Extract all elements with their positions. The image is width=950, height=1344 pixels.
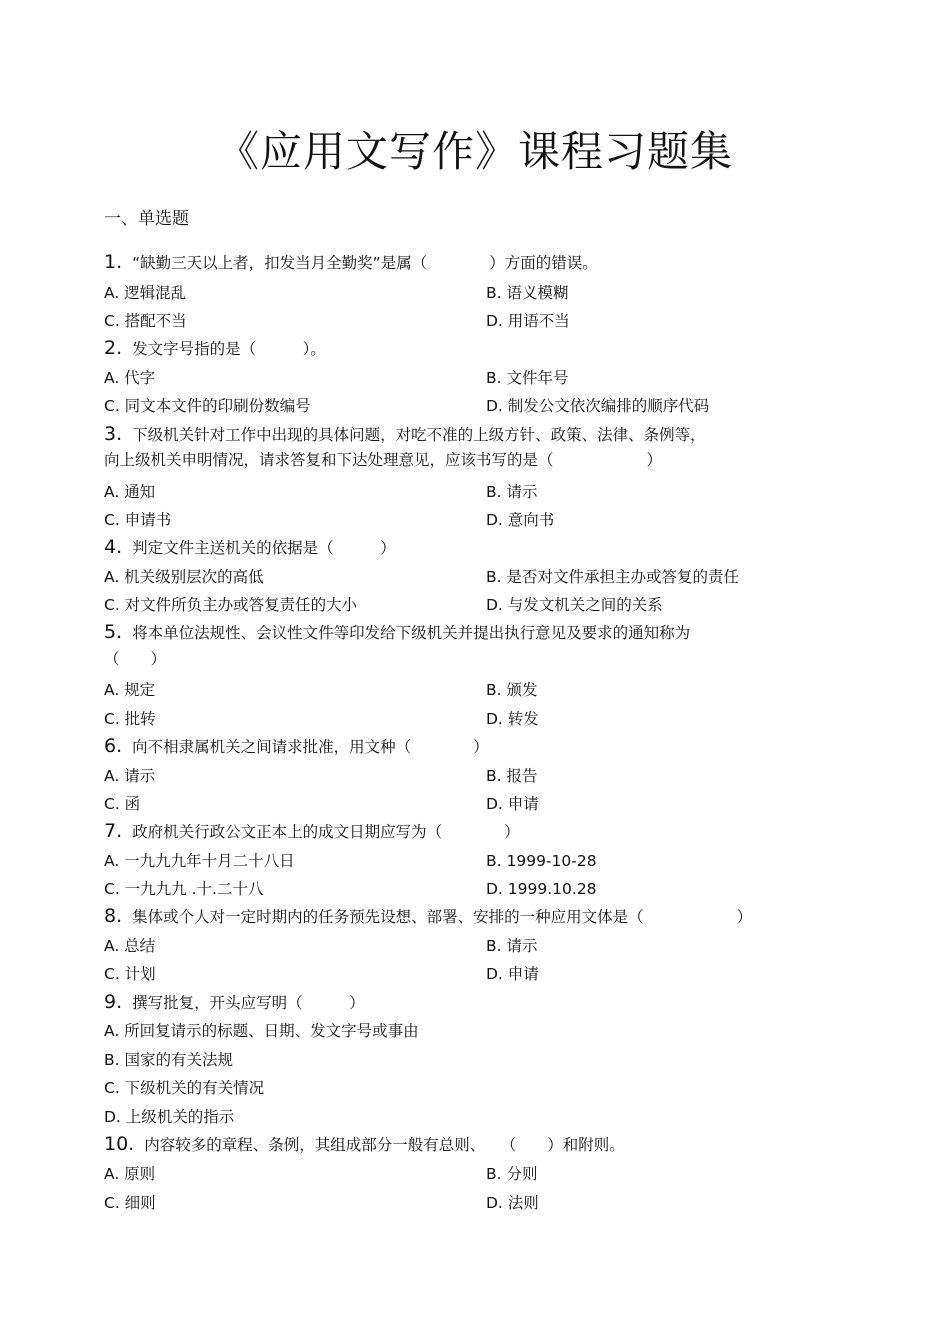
option-d: D. 意向书 xyxy=(486,511,555,529)
option-d: D. 制发公文依次编排的顺序代码 xyxy=(486,397,710,415)
option-c: C. 细则 xyxy=(104,1194,156,1212)
option-b: B. 颁发 xyxy=(486,681,538,699)
question-1 xyxy=(104,251,598,274)
option-d: D. 用语不当 xyxy=(486,312,570,330)
option-c: C. 函 xyxy=(104,795,141,813)
section-heading: 一、单选题 xyxy=(104,209,189,229)
option-c: C. 批转 xyxy=(104,710,156,728)
question-5 xyxy=(104,621,690,644)
option-d: D. 上级机关的指示 xyxy=(104,1108,235,1126)
option-d: D. 申请 xyxy=(486,795,539,813)
option-b: B. 语义模糊 xyxy=(486,284,569,302)
option-d: D. 申请 xyxy=(486,965,539,983)
question-number: 5. xyxy=(104,621,123,643)
option-d: D. 与发文机关之间的关系 xyxy=(486,596,663,614)
option-a: A. 机关级别层次的高低 xyxy=(104,568,264,586)
question-number: 1. xyxy=(104,251,123,273)
question-text: 发文字号指的是（ ）。 xyxy=(132,340,326,358)
question-text: 撰写批复，开头应写明（ ） xyxy=(132,994,365,1012)
option-a: A. 所回复请示的标题、日期、发文字号或事由 xyxy=(104,1022,419,1040)
question-4 xyxy=(104,536,396,559)
question-7 xyxy=(104,820,520,843)
option-b: B. 国家的有关法规 xyxy=(104,1051,233,1069)
option-b: B. 分则 xyxy=(486,1165,538,1183)
option-d: D. 法则 xyxy=(486,1194,539,1212)
question-3 xyxy=(104,423,706,446)
document-title: 《应用文写作》课程习题集 xyxy=(216,127,733,176)
question-number: 7. xyxy=(104,820,123,842)
question-6 xyxy=(104,735,489,758)
question-10 xyxy=(104,1133,625,1156)
option-b: B. 文件年号 xyxy=(486,369,569,387)
option-a: A. 代字 xyxy=(104,369,156,387)
option-c: C. 搭配不当 xyxy=(104,312,187,330)
question-text: 判定文件主送机关的依据是（ ） xyxy=(132,539,396,557)
option-b: B. 请示 xyxy=(486,937,538,955)
option-b: B. 报告 xyxy=(486,767,538,785)
option-a: A. 一九九九年十月二十八日 xyxy=(104,852,295,870)
question-number: 2. xyxy=(104,337,123,359)
question-5-continued: （ ） xyxy=(104,650,167,668)
question-9 xyxy=(104,991,365,1014)
option-a: A. 逻辑混乱 xyxy=(104,284,187,302)
option-c: C. 一九九九 .十.二十八 xyxy=(104,880,264,898)
option-b: B. 请示 xyxy=(486,483,538,501)
question-number: 4. xyxy=(104,536,123,558)
option-a: A. 总结 xyxy=(104,937,156,955)
option-a: A. 规定 xyxy=(104,681,156,699)
question-number: 3. xyxy=(104,423,123,445)
option-c: C. 对文件所负主办或答复责任的大小 xyxy=(104,596,358,614)
option-d: D. 转发 xyxy=(486,710,539,728)
question-text: 政府机关行政公文正本上的成文日期应写为（ ） xyxy=(132,823,520,841)
option-a: A. 通知 xyxy=(104,483,156,501)
question-text: 内容较多的章程、条例，其组成部分一般有总则、 （ ）和附则。 xyxy=(144,1136,625,1154)
question-2 xyxy=(104,337,326,360)
question-text: “缺勤三天以上者，扣发当月全勤奖”是属（ ）方面的错误。 xyxy=(132,254,598,272)
question-8 xyxy=(104,905,752,928)
option-a: A. 原则 xyxy=(104,1165,156,1183)
question-text: 将本单位法规性、会议性文件等印发给下级机关并提出执行意见及要求的通知称为 xyxy=(132,624,691,642)
option-d: D. 1999.10.28 xyxy=(486,880,597,898)
option-b: B. 是否对文件承担主办或答复的责任 xyxy=(486,568,739,586)
option-c: C. 计划 xyxy=(104,965,156,983)
question-number: 8. xyxy=(104,905,123,927)
option-c: C. 同文本文件的印刷份数编号 xyxy=(104,397,311,415)
option-c: C. 申请书 xyxy=(104,511,172,529)
question-text: 下级机关针对工作中出现的具体问题，对吃不准的上级方针、政策、法律、条例等， xyxy=(132,426,706,444)
question-3-continued: 向上级机关申明情况，请求答复和下达处理意见，应该书写的是（ ） xyxy=(104,451,663,469)
question-text: 集体或个人对一定时期内的任务预先设想、部署、安排的一种应用文体是（ ） xyxy=(132,908,753,926)
option-c: C. 下级机关的有关情况 xyxy=(104,1079,265,1097)
question-text: 向不相隶属机关之间请求批准，用文种（ ） xyxy=(132,738,489,756)
question-number: 10. xyxy=(104,1133,135,1155)
option-a: A. 请示 xyxy=(104,767,156,785)
question-number: 6. xyxy=(104,735,123,757)
question-number: 9. xyxy=(104,991,123,1013)
option-b: B. 1999-10-28 xyxy=(486,852,597,870)
